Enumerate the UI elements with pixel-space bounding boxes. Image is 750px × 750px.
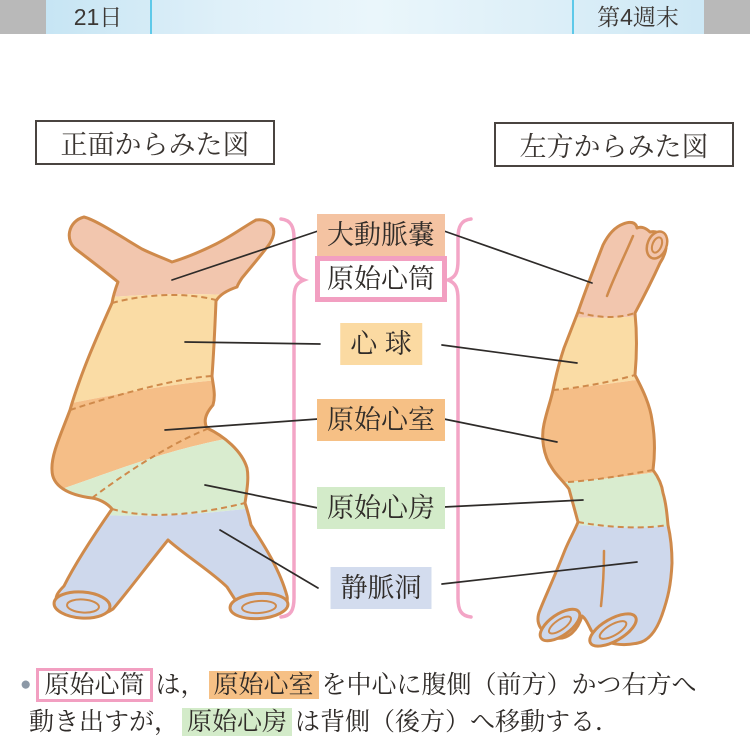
note-line-2: [20, 704, 736, 741]
left-view-figure: [530, 190, 700, 670]
note-atrium-term: 原始心房: [182, 708, 292, 736]
note-heart-tube-term: 原始心筒: [36, 668, 152, 702]
note-text: は，: [155, 671, 206, 699]
timeline-day-label: 21日: [73, 4, 123, 30]
sinus-region-side: [530, 520, 700, 670]
note-text: を中心に腹側（前方）かつ右方へ: [321, 671, 697, 699]
left-brace: [281, 219, 304, 617]
sinus-region-front: [30, 502, 300, 660]
front-view-figure: [30, 190, 300, 660]
note-line-1: [20, 666, 736, 704]
label-primitive-ventricle: 原始心室: [317, 399, 445, 441]
label-bulbus-cordis: 心 球: [340, 323, 422, 365]
aortic-sac-region-front: [30, 190, 300, 304]
label-primitive-atrium: 原始心房: [317, 487, 445, 529]
note-ventricle-term: 原始心室: [209, 671, 319, 699]
front-view-title: 正面からみた図: [35, 120, 275, 165]
label-primitive-heart-tube: 原始心筒: [315, 256, 447, 302]
right-brace: [448, 219, 471, 617]
side-view-title: 左方からみた図: [494, 122, 734, 167]
note-text: 動き出すが，: [29, 708, 180, 736]
label-aortic-sac: 大動脈嚢: [317, 214, 445, 256]
label-sinus-venosus: 静脈洞: [331, 567, 432, 609]
note-text: は背側（後方）へ移動する．: [295, 708, 621, 736]
explanation-note: [20, 666, 736, 741]
front-figure-vessel-openings: [53, 590, 289, 620]
timeline-week-label: 第4週末: [597, 4, 679, 30]
aortic-sac-region-side: [530, 190, 700, 318]
bullet-icon: ●: [20, 674, 32, 695]
